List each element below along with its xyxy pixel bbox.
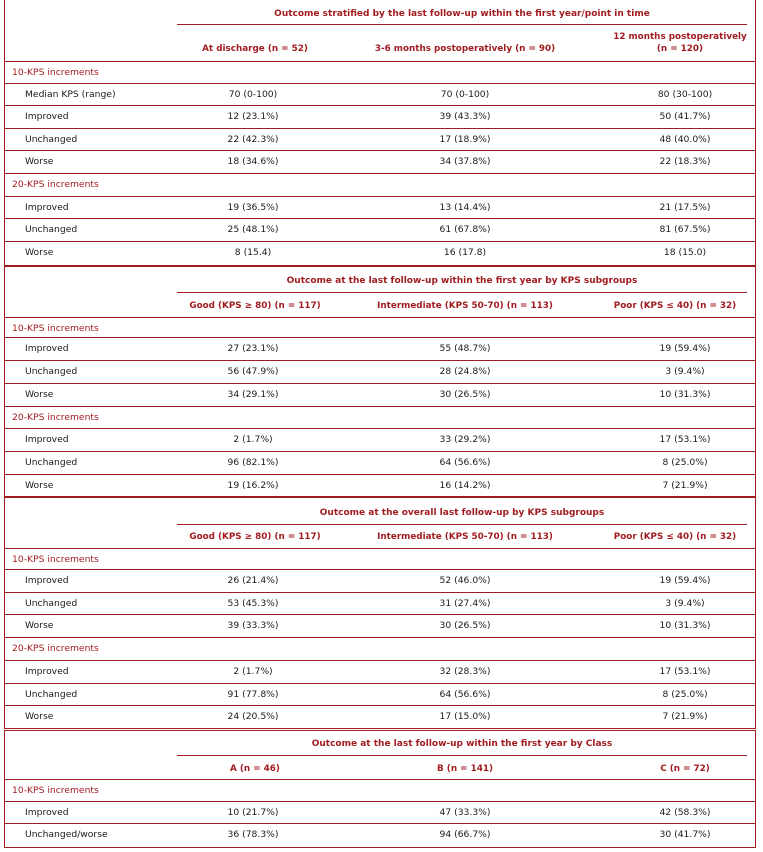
table-cell: 17 (53.1%) [659,666,711,677]
table-cell: 16 (17.8) [443,247,487,258]
table-cell: 19 (16.2%) [227,480,279,491]
table-cell: 26 (21.4%) [227,575,279,586]
row-label: Improved [25,202,69,213]
table-cell: 21 (17.5%) [659,202,711,213]
table-row [5,428,755,451]
table-cell: 16 (14.2%) [439,480,491,491]
column-header: C (n = 72) [660,764,710,774]
table-cell: 70 (0-100) [440,89,490,100]
table-cell: 17 (18.9%) [439,134,491,145]
table-cell: 18 (15.0) [663,247,707,258]
table-cell: 48 (40.0%) [659,134,711,145]
group-label: 10-KPS increments [12,554,99,565]
section-title: Outcome stratified by the last follow-up within the first year/point in time [274,9,650,19]
table-cell: 80 (30-100) [657,89,713,100]
table-cell: 17 (15.0%) [439,711,491,722]
table-cell: 33 (29.2%) [439,434,491,445]
table-cell: 56 (47.9%) [227,366,279,377]
group-row [5,173,755,196]
row-label: Worse [25,711,54,722]
row-label: Median KPS (range) [25,89,116,100]
column-header: Poor (KPS ≤ 40) (n = 32) [613,301,737,311]
table-section-3 [4,497,756,729]
table-cell: 22 (42.3%) [227,134,279,145]
table-row [5,614,755,637]
row-label: Worse [25,480,54,491]
row-label: Improved [25,434,69,445]
table-cell: 2 (1.7%) [233,666,273,677]
column-header: 12 months postoperatively [613,32,747,42]
group-label: 10-KPS increments [12,67,99,78]
table-cell: 94 (66.7%) [439,829,491,840]
row-label: Improved [25,111,69,122]
table-cell: 81 (67.5%) [659,224,711,235]
table-row [5,683,755,706]
table-cell: 19 (36.5%) [227,202,279,213]
table-row [5,128,755,151]
group-label: 10-KPS increments [12,323,99,334]
table-cell: 55 (48.7%) [439,343,491,354]
table-cell: 13 (14.4%) [439,202,491,213]
table-cell: 64 (56.6%) [439,457,491,468]
table-row [5,218,755,241]
table-cell: 10 (31.3%) [659,389,711,400]
table-row [5,451,755,474]
table-row [5,823,755,846]
group-label: 20-KPS increments [12,643,99,654]
table-cell: 70 (0-100) [228,89,278,100]
section-title: Outcome at the last follow-up within the first year by KPS subgroups [286,276,638,286]
row-label: Improved [25,575,69,586]
table-cell: 30 (26.5%) [439,389,491,400]
column-header: Good (KPS ≥ 80) (n = 117) [189,532,321,542]
table-cell: 25 (48.1%) [227,224,279,235]
group-row [5,548,755,571]
title-rule [177,524,747,525]
row-label: Unchanged [25,598,78,609]
table-cell: 28 (24.8%) [439,366,491,377]
table-cell: 34 (37.8%) [439,156,491,167]
row-label: Unchanged/worse [25,829,108,840]
column-header: B (n = 141) [437,764,493,774]
table-cell: 39 (33.3%) [227,620,279,631]
table-row [5,196,755,219]
table-cell: 10 (31.3%) [659,620,711,631]
table-cell: 7 (21.9%) [662,480,708,491]
table-cell: 64 (56.6%) [439,689,491,700]
table-cell: 39 (43.3%) [439,111,491,122]
row-label: Improved [25,807,69,818]
table-cell: 12 (23.1%) [227,111,279,122]
table-cell: 22 (18.3%) [659,156,711,167]
table-cell: 61 (67.8%) [439,224,491,235]
column-header: Good (KPS ≥ 80) (n = 117) [189,301,321,311]
table-section-2 [4,266,756,497]
table-cell: 52 (46.0%) [439,575,491,586]
column-header: (n = 120) [656,44,704,54]
row-label: Worse [25,247,54,258]
table-cell: 3 (9.4%) [665,366,705,377]
group-row [5,637,755,660]
row-label: Worse [25,389,54,400]
table-row [5,360,755,383]
row-label: Improved [25,666,69,677]
table-cell: 53 (45.3%) [227,598,279,609]
table-row [5,337,755,360]
row-label: Unchanged [25,457,78,468]
column-header: Poor (KPS ≤ 40) (n = 32) [613,532,737,542]
table-cell: 32 (28.3%) [439,666,491,677]
group-label: 20-KPS increments [12,412,99,423]
table-row [5,105,755,128]
group-row [5,406,755,429]
table-cell: 27 (23.1%) [227,343,279,354]
table-cell: 17 (53.1%) [659,434,711,445]
table-row [5,705,755,728]
table-cell: 50 (41.7%) [659,111,711,122]
table-row [5,241,755,264]
table-cell: 19 (59.4%) [659,343,711,354]
group-row [5,779,755,802]
column-header: Intermediate (KPS 50-70) (n = 113) [377,301,553,311]
table-cell: 36 (78.3%) [227,829,279,840]
table-cell: 8 (25.0%) [662,457,708,468]
table-cell: 7 (21.9%) [662,711,708,722]
group-label: 20-KPS increments [12,179,99,190]
table-section-4 [4,730,756,848]
row-label: Worse [25,620,54,631]
table-cell: 19 (59.4%) [659,575,711,586]
table-row [5,592,755,615]
column-header: At discharge (n = 52) [202,44,308,54]
table-row [5,383,755,406]
table-row [5,660,755,683]
table-row [5,801,755,824]
row-label: Improved [25,343,69,354]
column-header: Intermediate (KPS 50-70) (n = 113) [377,532,553,542]
title-rule [177,24,747,25]
table-cell: 8 (15.4) [234,247,272,258]
row-label: Unchanged [25,134,78,145]
table-cell: 42 (58.3%) [659,807,711,818]
section-title: Outcome at the overall last follow-up by KPS subgroups [319,508,605,518]
table-cell: 34 (29.1%) [227,389,279,400]
group-row [5,61,755,84]
row-label: Unchanged [25,689,78,700]
row-label: Worse [25,156,54,167]
title-rule [177,292,747,293]
table-cell: 31 (27.4%) [439,598,491,609]
table-cell: 96 (82.1%) [227,457,279,468]
table-row [5,474,755,497]
table-cell: 18 (34.6%) [227,156,279,167]
column-header: 3-6 months postoperatively (n = 90) [374,44,556,54]
table-cell: 30 (26.5%) [439,620,491,631]
table-row [5,150,755,173]
table-section-1 [4,0,756,266]
table-cell: 8 (25.0%) [662,689,708,700]
table-row [5,83,755,106]
table-cell: 47 (33.3%) [439,807,491,818]
row-label: Unchanged [25,224,78,235]
table-cell: 2 (1.7%) [233,434,273,445]
table-cell: 24 (20.5%) [227,711,279,722]
section-title: Outcome at the last follow-up within the first year by Class [311,739,613,749]
title-rule [177,755,747,756]
group-label: 10-KPS increments [12,785,99,796]
table-cell: 30 (41.7%) [659,829,711,840]
table-row [5,569,755,592]
column-header: A (n = 46) [230,764,280,774]
table-cell: 10 (21.7%) [227,807,279,818]
row-label: Unchanged [25,366,78,377]
table-cell: 91 (77.8%) [227,689,279,700]
table-cell: 3 (9.4%) [665,598,705,609]
